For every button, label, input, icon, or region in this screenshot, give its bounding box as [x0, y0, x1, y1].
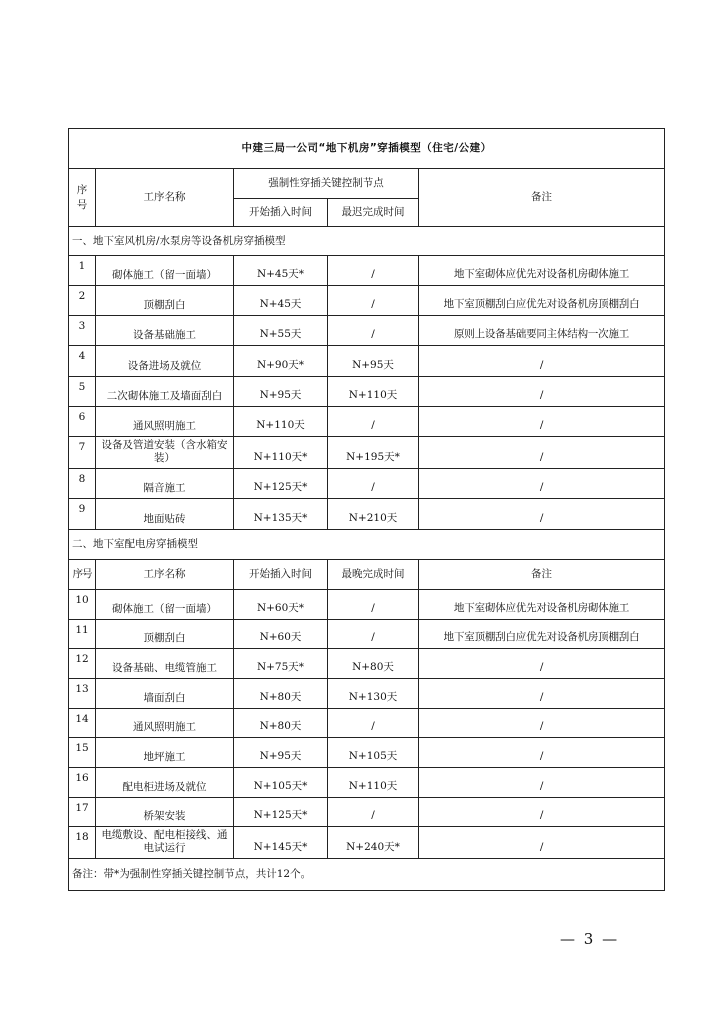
- row-number: 6: [69, 407, 96, 437]
- row-process-name: 通风照明施工: [96, 407, 234, 437]
- row-process-name: 砌体施工（留一面墙）: [96, 590, 234, 620]
- header2-process: 工序名称: [96, 560, 234, 590]
- row-start-time: N+145天*: [234, 827, 328, 859]
- row-start-time: N+125天*: [234, 798, 328, 827]
- row-number: 7: [69, 437, 96, 469]
- row-remark: /: [419, 798, 665, 827]
- header-start: 开始插入时间: [234, 199, 328, 227]
- table-row: [69, 407, 665, 437]
- row-start-time: N+60天*: [234, 590, 328, 620]
- row-start-time: N+75天*: [234, 649, 328, 679]
- schedule-table: [68, 128, 665, 891]
- table-row: [69, 377, 665, 407]
- header-row: [69, 169, 665, 199]
- row-start-time: N+110天: [234, 407, 328, 437]
- table-footnote: 备注：带*为强制性穿插关键控制节点，共计12个。: [69, 859, 665, 891]
- row-remark: /: [419, 768, 665, 798]
- table-row: [69, 798, 665, 827]
- row-finish-time: /: [328, 286, 419, 316]
- row-remark: /: [419, 377, 665, 407]
- table-row: [69, 768, 665, 798]
- row-number: 16: [69, 768, 96, 798]
- page-number: — 3 —: [560, 930, 620, 948]
- table-row: [69, 738, 665, 768]
- row-remark: /: [419, 679, 665, 709]
- header-key-node: 强制性穿插关键控制节点: [234, 169, 419, 199]
- row-remark: 原则上设备基础要同主体结构一次施工: [419, 316, 665, 346]
- row-start-time: N+80天: [234, 709, 328, 738]
- row-number: 10: [69, 590, 96, 620]
- row-remark: /: [419, 469, 665, 499]
- section-2-rows: [69, 590, 665, 859]
- row-number: 1: [69, 256, 96, 286]
- row-finish-time: N+110天: [328, 377, 419, 407]
- row-number: 18: [69, 827, 96, 859]
- table-row: [69, 437, 665, 469]
- row-finish-time: N+240天*: [328, 827, 419, 859]
- row-finish-time: /: [328, 709, 419, 738]
- row-finish-time: N+210天: [328, 499, 419, 530]
- header2-latest: 最晚完成时间: [328, 560, 419, 590]
- row-number: 14: [69, 709, 96, 738]
- section-row: [69, 530, 665, 560]
- row-number: 8: [69, 469, 96, 499]
- row-finish-time: /: [328, 798, 419, 827]
- row-remark: /: [419, 649, 665, 679]
- row-process-name: 二次砌体施工及墙面刮白: [96, 377, 234, 407]
- header2-start: 开始插入时间: [234, 560, 328, 590]
- row-start-time: N+95天: [234, 738, 328, 768]
- row-number: 5: [69, 377, 96, 407]
- row-process-name: 设备及管道安装（含水箱安装）: [96, 437, 234, 469]
- row-remark: /: [419, 709, 665, 738]
- row-process-name: 顶棚刮白: [96, 620, 234, 649]
- row-finish-time: N+195天*: [328, 437, 419, 469]
- row-number: 4: [69, 346, 96, 377]
- row-finish-time: N+80天: [328, 649, 419, 679]
- header2-seq: 序号: [69, 560, 96, 590]
- row-finish-time: N+95天: [328, 346, 419, 377]
- row-number: 13: [69, 679, 96, 709]
- row-start-time: N+110天*: [234, 437, 328, 469]
- row-remark: 地下室顶棚刮白应优先对设备机房顶棚刮白: [419, 286, 665, 316]
- row-finish-time: /: [328, 407, 419, 437]
- row-start-time: N+135天*: [234, 499, 328, 530]
- table-row: [69, 499, 665, 530]
- row-start-time: N+45天*: [234, 256, 328, 286]
- row-process-name: 隔音施工: [96, 469, 234, 499]
- table-row: [69, 679, 665, 709]
- table-row: [69, 346, 665, 377]
- header-remarks: 备注: [419, 169, 665, 227]
- section-row: [69, 227, 665, 256]
- header-latest: 最迟完成时间: [328, 199, 419, 227]
- table-row: [69, 590, 665, 620]
- row-remark: /: [419, 499, 665, 530]
- row-number: 9: [69, 499, 96, 530]
- table-row: [69, 709, 665, 738]
- header-row-2: [69, 560, 665, 590]
- row-start-time: N+90天*: [234, 346, 328, 377]
- table-row: [69, 286, 665, 316]
- row-start-time: N+60天: [234, 620, 328, 649]
- row-finish-time: /: [328, 256, 419, 286]
- table-row: [69, 649, 665, 679]
- row-start-time: N+105天*: [234, 768, 328, 798]
- row-process-name: 砌体施工（留一面墙）: [96, 256, 234, 286]
- header-seq: 序号: [69, 169, 96, 227]
- section-2-title: 二、地下室配电房穿插模型: [69, 530, 665, 560]
- table-row: [69, 256, 665, 286]
- header2-remarks: 备注: [419, 560, 665, 590]
- row-number: 11: [69, 620, 96, 649]
- section-1-title: 一、地下室风机房/水泵房等设备机房穿插模型: [69, 227, 665, 256]
- row-process-name: 通风照明施工: [96, 709, 234, 738]
- row-process-name: 配电柜进场及就位: [96, 768, 234, 798]
- row-process-name: 桥架安装: [96, 798, 234, 827]
- table-row: [69, 469, 665, 499]
- row-process-name: 设备基础、电缆管施工: [96, 649, 234, 679]
- row-remark: /: [419, 437, 665, 469]
- row-finish-time: /: [328, 620, 419, 649]
- table-row: [69, 316, 665, 346]
- table-row: [69, 620, 665, 649]
- row-number: 2: [69, 286, 96, 316]
- row-process-name: 顶棚刮白: [96, 286, 234, 316]
- row-remark: 地下室顶棚刮白应优先对设备机房顶棚刮白: [419, 620, 665, 649]
- row-remark: 地下室砌体应优先对设备机房砌体施工: [419, 256, 665, 286]
- row-remark: 地下室砌体应优先对设备机房砌体施工: [419, 590, 665, 620]
- row-finish-time: /: [328, 316, 419, 346]
- row-number: 12: [69, 649, 96, 679]
- row-remark: /: [419, 346, 665, 377]
- header-process: 工序名称: [96, 169, 234, 227]
- row-number: 3: [69, 316, 96, 346]
- row-finish-time: N+105天: [328, 738, 419, 768]
- row-remark: /: [419, 738, 665, 768]
- row-start-time: N+80天: [234, 679, 328, 709]
- row-process-name: 地坪施工: [96, 738, 234, 768]
- table-title: 中建三局一公司“地下机房”穿插模型（住宅/公建）: [69, 129, 665, 169]
- row-process-name: 电缆敷设、配电柜接线、通电试运行: [96, 827, 234, 859]
- footnote-row: [69, 859, 665, 891]
- table-row: [69, 827, 665, 859]
- row-process-name: 地面贴砖: [96, 499, 234, 530]
- row-process-name: 设备基础施工: [96, 316, 234, 346]
- row-number: 17: [69, 798, 96, 827]
- row-process-name: 墙面刮白: [96, 679, 234, 709]
- title-row: [69, 129, 665, 169]
- row-start-time: N+125天*: [234, 469, 328, 499]
- row-start-time: N+95天: [234, 377, 328, 407]
- section-1-rows: [69, 256, 665, 530]
- row-start-time: N+55天: [234, 316, 328, 346]
- row-start-time: N+45天: [234, 286, 328, 316]
- row-finish-time: /: [328, 590, 419, 620]
- row-number: 15: [69, 738, 96, 768]
- row-remark: /: [419, 407, 665, 437]
- row-finish-time: N+130天: [328, 679, 419, 709]
- row-remark: /: [419, 827, 665, 859]
- row-finish-time: N+110天: [328, 768, 419, 798]
- row-process-name: 设备进场及就位: [96, 346, 234, 377]
- row-finish-time: /: [328, 469, 419, 499]
